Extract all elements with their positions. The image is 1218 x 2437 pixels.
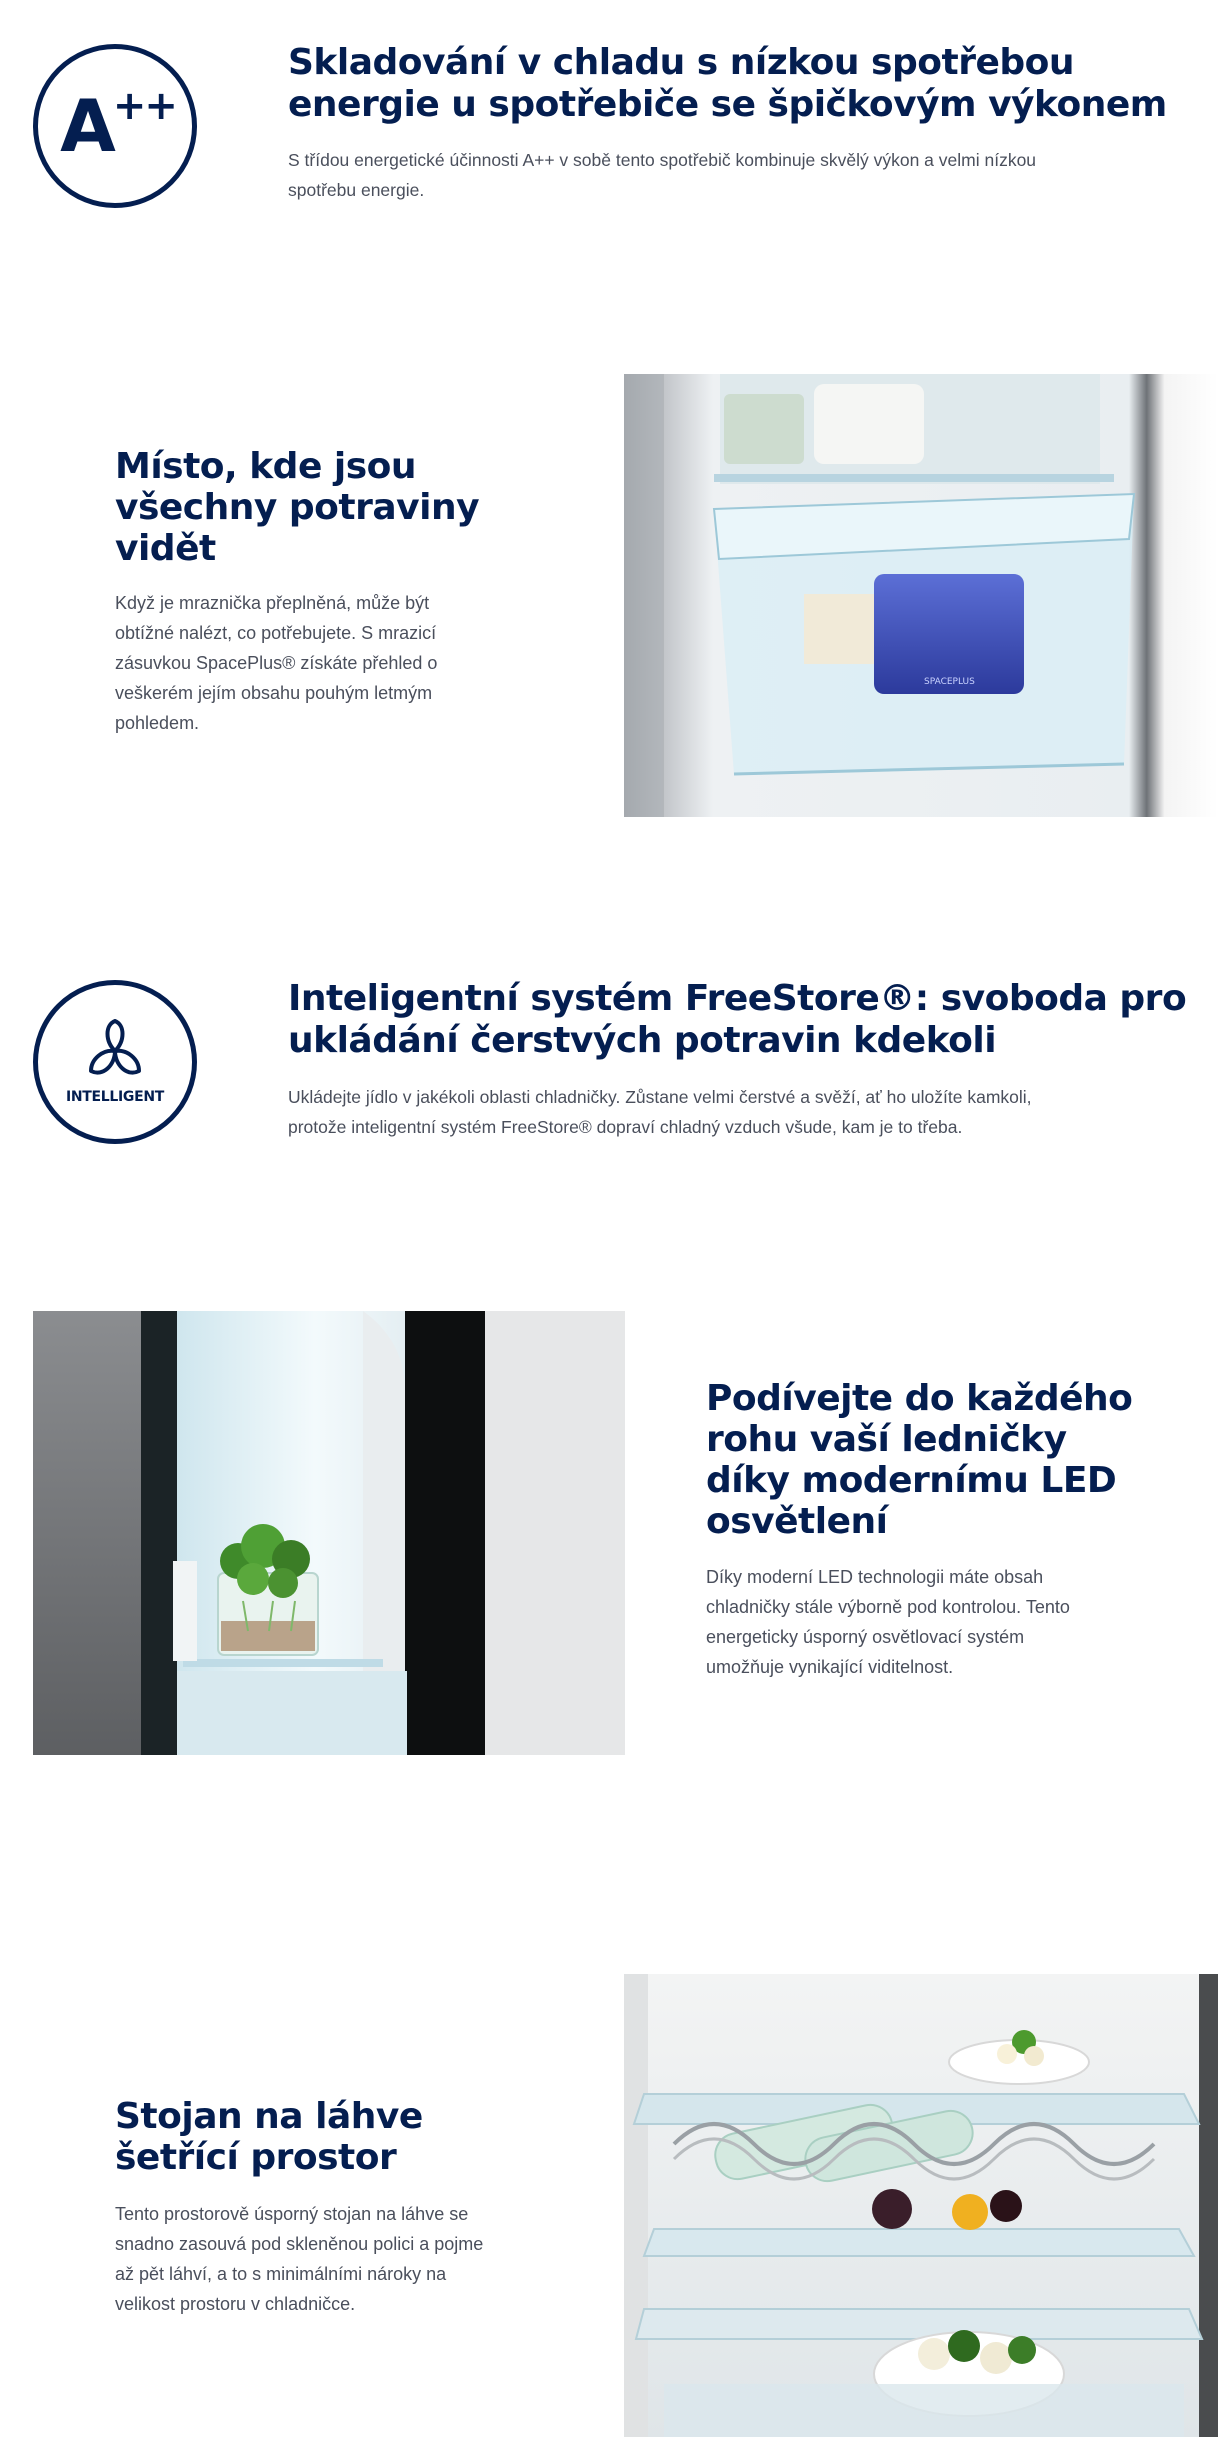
aplus-icon-plus: ++ [112,83,176,129]
feature-led-title [706,1378,1132,1542]
title-line: šetřící prostor [115,2137,397,2178]
feature-energy-text [288,145,1036,205]
feature-freestore-text [288,1082,1032,1142]
title-line: Místo, kde jsou [115,446,417,487]
title-line: Skladování v chladu s nízkou spotřebou [288,42,1074,83]
text-line: až pět láhví, a to s minimálními nároky na [115,2264,447,2284]
title-line: vidět [115,528,216,569]
text-line: veškerém jejím obsahu pouhým letmým [115,683,433,703]
text-line: Ukládejte jídlo v jakékoli oblasti chladničky. Zůstane velmi čerstvé a svěží, ať ho uložíte kamkoli, [288,1087,1032,1107]
text-line: chladničky stále výborně pod kontrolou. Tento [706,1597,1070,1617]
bottle-rack-photo [624,1974,1218,2437]
feature-spaceplus-text [115,588,437,738]
aplus-energy-icon [33,44,197,208]
text-line: zásuvkou SpacePlus® získáte přehled o [115,653,438,673]
feature-energy-title [288,42,1167,126]
led-lit-fridge-photo [33,1311,625,1755]
intelligent-freestore-icon [33,980,197,1144]
title-line: Podívejte do každého [706,1378,1133,1419]
intelligent-icon-label: INTELLIGENT [65,1089,165,1105]
text-line: pohledem. [115,713,200,733]
title-line: ukládání čerstvých potravin kdekoli [288,1020,997,1061]
text-line: Díky moderní LED technologii máte obsah [706,1567,1044,1587]
text-line: Tento prostorově úsporný stojan na láhve se [115,2204,469,2224]
text-line: snadno zasouvá pod skleněnou polici a pojme [115,2234,484,2254]
feature-led-text [706,1562,1070,1682]
text-line: velikost prostoru v chladničce. [115,2294,356,2314]
title-line: rohu vaší ledničky [706,1419,1067,1460]
trefoil-icon [85,1019,145,1081]
title-line: všechny potraviny [115,487,480,528]
title-line: Stojan na láhve [115,2096,423,2137]
title-line: energie u spotřebiče se špičkovým výkonem [288,84,1167,125]
text-line: energeticky úsporný osvětlovací systém [706,1627,1025,1647]
freezer-drawer-photo [624,374,1218,817]
feature-bottle-rack-title [115,2096,423,2178]
text-line: umožňuje vynikající viditelnost. [706,1657,954,1677]
text-line: Když je mraznička přeplněná, může být [115,593,430,613]
freezer-drawer-label: SPACEPLUS [924,677,975,687]
feature-bottle-rack-text [115,2199,483,2319]
feature-freestore-title [288,978,1186,1062]
feature-spaceplus-title [115,446,479,569]
title-line: Inteligentní systém FreeStore®: svoboda pro [288,978,1187,1019]
aplus-icon-letter: A [60,84,113,168]
text-line: S třídou energetické účinnosti A++ v sobě tento spotřebič kombinuje skvělý výkon a velmi nízkou [288,150,1037,170]
text-line: spotřebu energie. [288,180,425,200]
title-line: díky modernímu LED [706,1460,1117,1501]
text-line: obtížné nalézt, co potřebujete. S mrazicí [115,623,437,643]
title-line: osvětlení [706,1501,888,1542]
text-line: protože inteligentní systém FreeStore® dopraví chladný vzduch všude, kam je to třeba. [288,1117,963,1137]
